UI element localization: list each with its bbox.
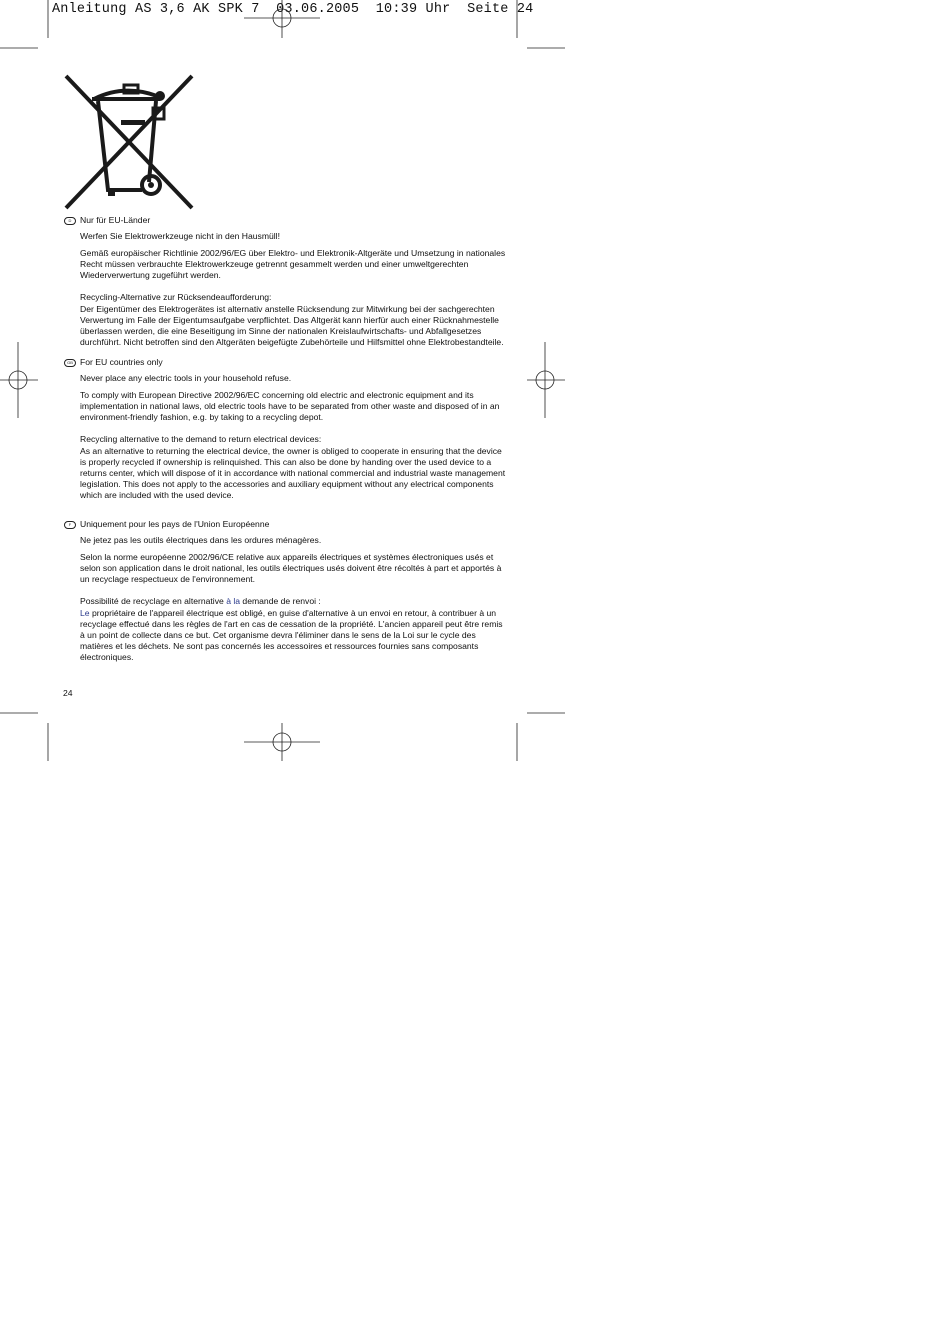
country-flag-icon: GB <box>64 359 76 367</box>
paragraph-body: As an alternative to returning the electrical device, the owner is obliged to cooperate in ensuring that the device is properly recycled if ownership is relinquished. This can also be done by handing over the used device to a returns center, which will dispose of it in accordance with national commercial and industrial waste management legislation. This does not apply to the accessories and auxiliary equipment without any electrical components which are included with the used device. <box>80 445 506 500</box>
paragraph-title: Recycling alternative to the demand to return electrical devices: <box>80 434 322 445</box>
paragraph <box>62 434 507 501</box>
paragraph-body: Le propriétaire de l'appareil électrique est obligé, en guise d'alternative à un envoi en retour, à contribuer à un recyclage effectué dans les règles de l'art en cas de cessation de la propriété. L'ancien appareil peut être remis à un point de collecte dans ce but. Cet organisme devra l'éliminer dans le sens de la Loi sur le cycle des matières et les déchets. Ne sont pas concernés les accessoires et ressources fournies sans composants électroniques. <box>80 607 503 662</box>
disposal-notice <box>62 215 507 669</box>
paragraph <box>62 596 507 663</box>
section-heading <box>62 215 507 226</box>
section-heading <box>62 519 507 530</box>
crossed-out-wheelie-bin-icon <box>62 72 197 212</box>
section-heading <box>62 357 507 368</box>
paragraph: To comply with European Directive 2002/96/EC concerning old electric and electronic equipment and its implementation in national laws, old electric tools have to be separated from other waste and disposed of in an environment-friendly fashion, e.g. by taking to a recycling depot. <box>80 390 500 423</box>
section-english <box>62 357 507 501</box>
country-flag-icon: D <box>64 217 76 225</box>
section-french <box>62 519 507 663</box>
heading-text: Uniquement pour les pays de l'Union Européenne <box>80 518 270 529</box>
paragraph-body: Der Eigentümer des Elektrogerätes ist alternativ anstelle Rücksendung zur Mitwirkung bei der sachgerechten Verwertung im Falle der Eigentumsaufgabe verpflichtet. Das Altgerät kann hierfür auch einer Rücknahmestelle überlassen werden, die eine Beseitigung im Sinne der nationalen Kreislaufwirtschafts- und Abfallgesetzes durchführt. Nicht betroffen sind den Altgeräten beigefügte Zubehörteile und Hilfsmittel ohne Elektrobestandteile. <box>80 303 504 347</box>
print-slug-header: Anleitung AS 3,6 AK SPK 7 03.06.2005 10:39 Uhr Seite 24 <box>52 2 534 17</box>
paragraph: Never place any electric tools in your household refuse. <box>80 373 292 384</box>
paragraph <box>62 292 507 347</box>
paragraph: Selon la norme européenne 2002/96/CE relative aux appareils électriques et systèmes électroniques usés et selon son application dans le droit national, les outils électriques usés doivent être récoltés à part et apportés à un recyclage respectueux de l'environnement. <box>80 552 502 585</box>
paragraph: Gemäß europäischer Richtlinie 2002/96/EG über Elektro- und Elektronik-Altgeräte und Umsetzung in nationales Recht müssen verbrauchte Elektrowerkzeuge getrennt gesammelt werden und einer umweltgerechten Wiederverwertung zugeführt werden. <box>80 248 506 281</box>
page-number: 24 <box>63 688 73 698</box>
paragraph: Werfen Sie Elektrowerkzeuge nicht in den Hausmüll! <box>80 231 280 242</box>
paragraph-title: Recycling-Alternative zur Rücksendeaufforderung: <box>80 292 272 303</box>
paragraph-title: Possibilité de recyclage en alternative à la demande de renvoi : <box>80 596 321 607</box>
country-flag-icon: F <box>64 521 76 529</box>
heading-text: For EU countries only <box>80 356 163 367</box>
section-german <box>62 215 507 348</box>
heading-text: Nur für EU-Länder <box>80 215 151 225</box>
paragraph: Ne jetez pas les outils électriques dans les ordures ménagères. <box>80 535 322 546</box>
